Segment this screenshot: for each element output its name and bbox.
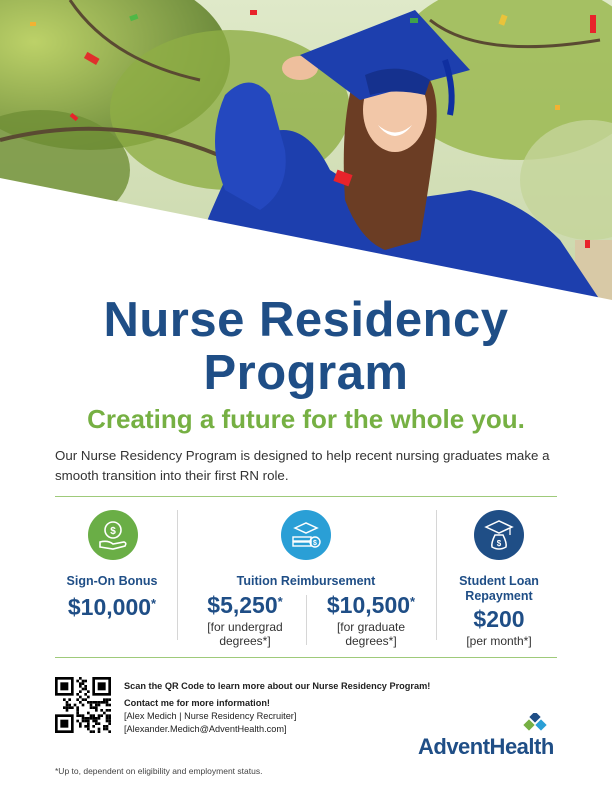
svg-text:$: $ xyxy=(496,539,502,548)
loan-note: [per month*] xyxy=(466,634,532,648)
title-line-2: Program xyxy=(203,346,409,400)
adventhealth-logo-text: AdventHealth xyxy=(418,734,554,759)
top-divider xyxy=(55,496,557,497)
signon-amount: $10,000* xyxy=(67,594,157,620)
intro-paragraph: Our Nurse Residency Program is designed to help recent nursing graduates make a smooth transition into their first RN role. xyxy=(55,448,550,483)
qr-code[interactable] xyxy=(55,677,111,733)
graduation-cap-moneybag-icon xyxy=(474,510,524,560)
tuition-grad-note: [for graduate degrees*] xyxy=(336,620,406,648)
title-line-1: Nurse Residency xyxy=(103,293,509,347)
tuition-grad-amount: $10,500* xyxy=(326,592,416,618)
bottom-divider xyxy=(55,657,557,658)
column-divider-2 xyxy=(436,510,437,640)
contact-cta: Contact me for more information! xyxy=(124,698,270,708)
svg-text:$: $ xyxy=(110,526,116,537)
tuition-undergrad-note: [for undergrad degrees*] xyxy=(207,620,283,648)
loan-label: Student Loan Repayment xyxy=(459,574,539,603)
loan-amount: $200 xyxy=(473,606,525,632)
column-divider-1 xyxy=(177,510,178,640)
recruiter-email[interactable]: [Alexander.Medich@AdventHealth.com] xyxy=(124,724,287,734)
footnote: *Up to, dependent on eligibility and employment status. xyxy=(55,766,263,776)
adventhealth-logo-icon xyxy=(523,713,553,735)
tuition-inner-divider xyxy=(306,595,307,645)
tuition-undergrad-amount: $5,250* xyxy=(207,592,283,618)
recruiter-name: [Alex Medich | Nurse Residency Recruiter] xyxy=(124,711,297,721)
svg-text:$: $ xyxy=(313,540,317,547)
hero-photo xyxy=(0,0,612,310)
signon-label: Sign-On Bonus xyxy=(66,574,158,588)
qr-instruction: Scan the QR Code to learn more about our Nurse Residency Program! xyxy=(124,681,431,691)
graduation-books-dollar-icon xyxy=(281,510,331,560)
dollar-hand-icon xyxy=(88,510,138,560)
tagline: Creating a future for the whole you. xyxy=(87,404,525,434)
tuition-label: Tuition Reimbursement xyxy=(236,574,376,588)
